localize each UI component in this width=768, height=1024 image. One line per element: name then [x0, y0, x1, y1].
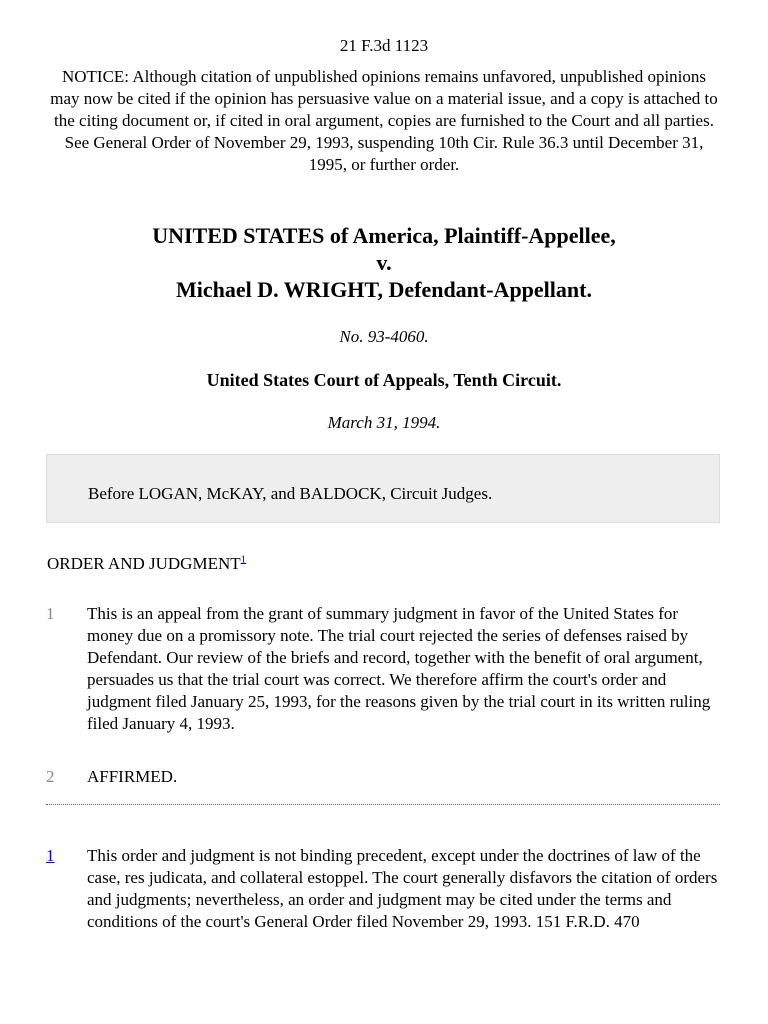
paragraph-number: 2: [46, 767, 55, 786]
paragraph-text: AFFIRMED.: [87, 767, 178, 786]
footnote-text: This order and judgment is not binding precedent, except under the doctrines of law of the case, res judicata, and collateral estoppel. The court generally disfavors the citation of orders and judgments; nevertheless, an order and judgment may be cited under the terms and conditions of the court's General Order filed November 29, 1993. 151 F.R.D. 470: [87, 846, 718, 931]
paragraph-number: 1: [46, 604, 55, 623]
plaintiff-line: UNITED STATES of America, Plaintiff-Appellee,: [152, 223, 616, 248]
judges-text: Before LOGAN, McKAY, and BALDOCK, Circuit Judges.: [88, 484, 493, 503]
unpublished-notice: NOTICE: Although citation of unpublished opinions remains unfavored, unpublished opinions may now be cited if the opinion has persuasive value on a material issue, and a copy is attached to the citing document or, if cited in oral argument, copies are furnished to the Court and all parties. See General Order of November 29, 1993, suspending 10th Cir. Rule 36.3 until December 31, 1995, or further order.: [50, 67, 718, 174]
footnote-back-link[interactable]: 1: [46, 846, 55, 865]
case-citation: 21 F.3d 1123: [339, 36, 429, 55]
decision-date: March 31, 1994.: [327, 413, 441, 432]
docket-number: No. 93-4060.: [339, 327, 429, 346]
footnote-reference: [241, 553, 247, 565]
case-caption: [0, 222, 768, 303]
defendant-line: Michael D. WRIGHT, Defendant-Appellant.: [176, 277, 592, 302]
paragraph: [0, 603, 768, 735]
order-heading-text: ORDER AND JUDGMENT: [47, 554, 241, 573]
versus-line: v.: [376, 250, 392, 275]
footnote-divider: [46, 804, 720, 805]
paragraph: [0, 766, 768, 788]
judges-panel: [46, 454, 720, 523]
footnote-reference-link[interactable]: 1: [240, 553, 247, 566]
footnote: [0, 845, 768, 955]
court-name: United States Court of Appeals, Tenth Circuit.: [206, 370, 562, 390]
order-heading: [47, 553, 246, 575]
paragraph-text: This is an appeal from the grant of summary judgment in favor of the United States for money due on a promissory note. The trial court rejected the series of defenses raised by Defendant. Our review of the briefs and record, together with the benefit of oral argument, persuades us that the trial court was correct. We therefore affirm the court's order and judgment filed January 25, 1993, for the reasons given by the trial court in its written ruling filed January 4, 1993.: [87, 604, 711, 733]
